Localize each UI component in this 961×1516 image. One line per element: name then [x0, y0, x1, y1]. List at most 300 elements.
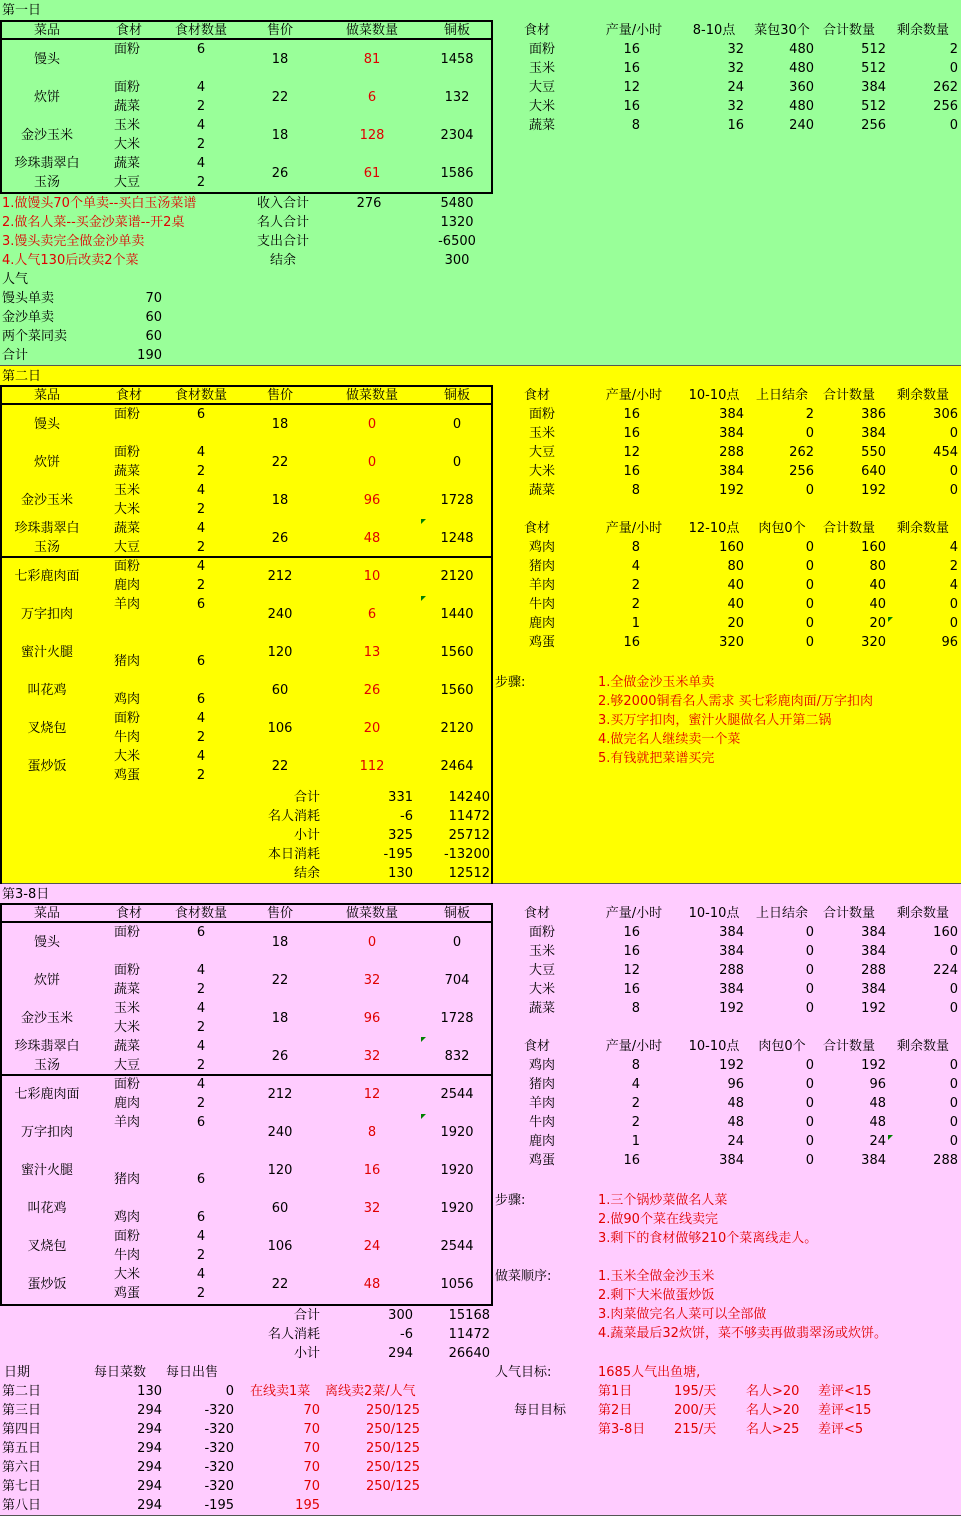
dish-price: 120 — [267, 645, 293, 660]
summary-coin: 11472 — [448, 1327, 490, 1342]
offline-ratio: 250/125 — [365, 1460, 420, 1475]
stock-value: 384 — [719, 925, 744, 940]
dish-count: 81 — [363, 52, 381, 67]
comment-marker-icon — [888, 617, 893, 622]
dish-table-border — [0, 903, 493, 1306]
offline-ratio: 250/125 — [365, 1422, 420, 1437]
dish-price: 22 — [271, 455, 289, 470]
dish-name: 叉烧包 — [27, 1239, 67, 1254]
stock-value: 96 — [869, 1077, 886, 1092]
dish-name: 炊饼 — [33, 455, 60, 470]
stock-value: 0 — [805, 540, 814, 555]
stock-value: 8 — [631, 483, 640, 498]
summary-count: 300 — [388, 1308, 413, 1323]
ingredient-name: 蔬菜 — [113, 464, 140, 479]
stock-header-4: 合计数量 — [822, 906, 875, 921]
stock-value: 224 — [933, 963, 958, 978]
summary-label: 小计 — [293, 1346, 320, 1361]
ingredient-qty: 4 — [196, 156, 206, 171]
stock-value: 288 — [933, 1153, 958, 1168]
ingredient-qty: 2 — [196, 578, 206, 593]
section-title: 第二日 — [2, 369, 42, 384]
strategy-step: 1.三个锅炒菜做名人菜 — [598, 1193, 728, 1208]
dish-price: 212 — [267, 569, 293, 584]
stock-value: 32 — [727, 61, 744, 76]
daily-count: 294 — [137, 1422, 162, 1437]
dish-count: 32 — [363, 1201, 381, 1216]
dish-header-4: 做菜数量 — [345, 23, 398, 38]
stock-value: 262 — [789, 445, 814, 460]
dish-count: 10 — [363, 569, 381, 584]
stock-value: 16 — [623, 1153, 640, 1168]
stock-value: 384 — [719, 1153, 744, 1168]
dish-price: 22 — [271, 759, 289, 774]
strategy-note: 1.做馒头70个单卖--买白玉汤菜谱 — [2, 196, 197, 211]
stock-value: 384 — [719, 464, 744, 479]
ingredient-name: 牛肉 — [113, 1248, 140, 1263]
dish-name: 珍珠翡翠白 — [14, 156, 80, 171]
ingredient-qty: 4 — [196, 963, 206, 978]
goal-bad-review: 差评<15 — [818, 1384, 872, 1399]
stock-value: 240 — [789, 118, 814, 133]
stock-ingredient: 大豆 — [529, 963, 556, 978]
summary-coin: -6500 — [438, 234, 476, 249]
section-title: 第一日 — [2, 3, 42, 18]
stock-header-0: 食材 — [524, 388, 551, 403]
stock-value: 192 — [719, 1058, 744, 1073]
goal-celebrity: 名人>20 — [746, 1403, 800, 1418]
popularity-label: 两个菜同卖 — [2, 329, 68, 344]
goal-celebrity: 名人>20 — [746, 1384, 800, 1399]
ingredient-name: 鸡蛋 — [113, 768, 140, 783]
stock-value: 512 — [861, 99, 886, 114]
stock-header-2: 12-10点 — [688, 521, 740, 536]
stock-value: 16 — [623, 944, 640, 959]
daily-sale: 0 — [225, 1384, 234, 1399]
stock-header-4: 合计数量 — [822, 388, 875, 403]
stock-value: 0 — [805, 982, 814, 997]
ingredient-qty: 4 — [196, 80, 206, 95]
ingredient-name: 大米 — [113, 749, 140, 764]
ingredient-qty: 4 — [196, 749, 206, 764]
summary-label: 名人合计 — [256, 215, 309, 230]
stock-ingredient: 大米 — [529, 464, 556, 479]
daily-header-count: 每日菜数 — [94, 1365, 147, 1380]
dish-price: 26 — [271, 166, 289, 181]
summary-label: 本日消耗 — [267, 847, 320, 862]
stock-value: 0 — [805, 1115, 814, 1130]
dish-name: 金沙玉米 — [20, 128, 73, 143]
stock-value: 0 — [805, 944, 814, 959]
stock-value: 0 — [949, 944, 958, 959]
stock-value: 24 — [727, 80, 744, 95]
stock-value: 2 — [805, 407, 814, 422]
dish-header-3: 售价 — [266, 906, 293, 921]
stock-value: 0 — [805, 963, 814, 978]
dish-name: 七彩鹿肉面 — [14, 569, 80, 584]
daily-sale: -320 — [204, 1422, 234, 1437]
stock-header-1: 产量/小时 — [605, 23, 663, 38]
stock-value: 0 — [949, 61, 958, 76]
stock-value: 0 — [949, 426, 958, 441]
day1-section — [0, 0, 961, 366]
ingredient-name: 鸡蛋 — [113, 1286, 140, 1301]
stock-value: 12 — [623, 80, 640, 95]
dish-name: 蜜汁火腿 — [20, 1163, 73, 1178]
stock-value: 40 — [869, 597, 886, 612]
ingredient-name: 面粉 — [113, 925, 140, 940]
stock-ingredient: 蔬菜 — [529, 483, 556, 498]
dish-price: 106 — [267, 721, 293, 736]
stock-value: 0 — [949, 616, 958, 631]
stock-value: 2 — [631, 578, 640, 593]
stock-value: 0 — [805, 925, 814, 940]
ingredient-qty: 4 — [196, 118, 206, 133]
summary-count: 325 — [388, 828, 413, 843]
dish-name: 炊饼 — [33, 90, 60, 105]
daily-count: 294 — [137, 1479, 162, 1494]
stock-header-4: 合计数量 — [822, 23, 875, 38]
summary-label: 结余 — [293, 866, 320, 881]
daily-date: 第二日 — [2, 1384, 42, 1399]
popularity-label: 合计 — [2, 348, 29, 363]
popularity-value: 60 — [145, 310, 162, 325]
dish-header-divider — [0, 921, 493, 923]
stock-header-3: 菜包30个 — [754, 23, 810, 38]
stock-value: 256 — [861, 118, 886, 133]
dish-count: 6 — [367, 607, 377, 622]
stock-value: 0 — [805, 635, 814, 650]
summary-coin: 1320 — [440, 215, 474, 230]
strategy-step: 2.够2000铜看名人需求 买七彩鹿肉面/万字扣肉 — [598, 694, 873, 709]
dish-name: 馒头 — [33, 52, 60, 67]
comment-marker-icon — [888, 1135, 893, 1140]
stock-value: 16 — [623, 61, 640, 76]
dish-price: 60 — [271, 1201, 289, 1216]
stock-value: 8 — [631, 1001, 640, 1016]
dish-header-1: 食材 — [115, 388, 142, 403]
ingredient-qty: 2 — [196, 1058, 206, 1073]
stock-value: 0 — [949, 982, 958, 997]
summary-coin: -13200 — [443, 847, 490, 862]
ingredient-qty: 2 — [196, 137, 206, 152]
stock-header-3: 肉包0个 — [758, 1039, 806, 1054]
ingredient-qty: 2 — [196, 175, 206, 190]
dish-count: 48 — [363, 531, 381, 546]
comment-marker-icon — [421, 596, 426, 601]
ingredient-name: 鹿肉 — [113, 578, 140, 593]
dish-name: 叉烧包 — [27, 721, 67, 736]
stock-value: 40 — [727, 597, 744, 612]
stock-ingredient: 鸡肉 — [529, 1058, 556, 1073]
dish-coin: 1440 — [440, 607, 474, 622]
offline-ratio: 250/125 — [365, 1479, 420, 1494]
ingredient-qty: 4 — [196, 1077, 206, 1092]
stock-header-3: 上日结余 — [755, 388, 808, 403]
daily-count: 294 — [137, 1441, 162, 1456]
stock-value: 0 — [949, 1077, 958, 1092]
ingredient-qty: 6 — [196, 1210, 206, 1225]
daily-date: 第三日 — [2, 1403, 42, 1418]
stock-ingredient: 面粉 — [529, 407, 556, 422]
ingredient-name: 羊肉 — [113, 597, 140, 612]
stock-value: 320 — [861, 635, 886, 650]
stock-value: 2 — [631, 1096, 640, 1111]
comment-marker-icon — [421, 1037, 426, 1042]
summary-count: -6 — [400, 1327, 413, 1342]
dish-coin: 2544 — [440, 1239, 474, 1254]
dish-count: 0 — [367, 935, 377, 950]
stock-header-4: 合计数量 — [822, 521, 875, 536]
dish-header-3: 售价 — [266, 388, 293, 403]
stock-value: 160 — [719, 540, 744, 555]
dish-coin: 832 — [444, 1049, 470, 1064]
goal-bad-review: 差评<15 — [818, 1403, 872, 1418]
stock-header-2: 10-10点 — [688, 1039, 740, 1054]
ingredient-name: 猪肉 — [113, 1172, 140, 1187]
stock-value: 16 — [623, 407, 640, 422]
stock-header-5: 剩余数量 — [896, 1039, 949, 1054]
stock-value: 288 — [719, 445, 744, 460]
goal-heading: 1685人气出鱼塘, — [598, 1365, 701, 1380]
daily-sale: -195 — [204, 1498, 234, 1513]
stock-value: 0 — [949, 483, 958, 498]
daily-date: 第五日 — [2, 1441, 42, 1456]
ingredient-name: 面粉 — [113, 711, 140, 726]
online-count: 70 — [303, 1479, 320, 1494]
daily-date: 第八日 — [2, 1498, 42, 1513]
stock-ingredient: 鸡蛋 — [529, 1153, 556, 1168]
summary-count: 294 — [388, 1346, 413, 1361]
stock-value: 40 — [727, 578, 744, 593]
stock-value: 80 — [727, 559, 744, 574]
dish-name: 蛋炒饭 — [27, 759, 67, 774]
dish-name: 炊饼 — [33, 973, 60, 988]
dish-header-5: 铜板 — [443, 906, 470, 921]
ingredient-qty: 2 — [196, 540, 206, 555]
ingredient-name: 大米 — [113, 137, 140, 152]
stock-value: 512 — [861, 42, 886, 57]
summary-coin: 15168 — [448, 1308, 490, 1323]
stock-value: 24 — [727, 1134, 744, 1149]
stock-value: 24 — [869, 1134, 886, 1149]
dish-header-2: 食材数量 — [174, 23, 227, 38]
dish-header-2: 食材数量 — [174, 388, 227, 403]
stock-value: 2 — [631, 1115, 640, 1130]
stock-ingredient: 羊肉 — [529, 1096, 556, 1111]
stock-value: 0 — [805, 559, 814, 574]
stock-header-5: 剩余数量 — [896, 906, 949, 921]
stock-ingredient: 玉米 — [529, 426, 556, 441]
stock-value: 48 — [727, 1096, 744, 1111]
stock-ingredient: 大豆 — [529, 80, 556, 95]
daily-count: 294 — [137, 1460, 162, 1475]
stock-header-2: 8-10点 — [692, 23, 736, 38]
dish-header-divider — [0, 38, 493, 40]
daily-date: 第七日 — [2, 1479, 42, 1494]
popularity-value: 60 — [145, 329, 162, 344]
popularity-title: 人气 — [2, 272, 29, 287]
stock-ingredient: 牛肉 — [529, 1115, 556, 1130]
ingredient-name: 玉米 — [113, 483, 140, 498]
stock-value: 0 — [949, 1115, 958, 1130]
stock-header-2: 10-10点 — [688, 906, 740, 921]
stock-value: 48 — [869, 1096, 886, 1111]
daily-goal-label: 每日目标 — [514, 1403, 567, 1418]
goal-bad-review: 差评<5 — [818, 1422, 864, 1437]
stock-ingredient: 大豆 — [529, 445, 556, 460]
stock-value: 4 — [949, 578, 958, 593]
stock-value: 2 — [949, 42, 958, 57]
summary-coin: 26640 — [448, 1346, 490, 1361]
summary-count: 276 — [356, 196, 382, 211]
stock-value: 0 — [805, 597, 814, 612]
ingredient-name: 羊肉 — [113, 1115, 140, 1130]
stock-ingredient: 大米 — [529, 982, 556, 997]
stock-value: 12 — [623, 445, 640, 460]
summary-count: -195 — [383, 847, 413, 862]
summary-coin: 300 — [444, 253, 470, 268]
stock-value: 480 — [789, 99, 814, 114]
dish-header-2: 食材数量 — [174, 906, 227, 921]
dish-count: 96 — [363, 493, 381, 508]
dish-count: 12 — [363, 1087, 381, 1102]
cooking-order-step: 1.玉米全做金沙玉米 — [598, 1269, 715, 1284]
dish-price: 240 — [267, 607, 293, 622]
stock-value: 1 — [631, 616, 640, 631]
stock-header-5: 剩余数量 — [896, 388, 949, 403]
dish-header-5: 铜板 — [443, 23, 470, 38]
daily-header-sale: 每日出售 — [166, 1365, 219, 1380]
dish-price: 106 — [267, 1239, 293, 1254]
goal-label: 人气目标: — [495, 1365, 552, 1380]
ingredient-qty: 4 — [196, 711, 206, 726]
ingredient-name: 牛肉 — [113, 730, 140, 745]
dish-header-3: 售价 — [266, 23, 293, 38]
stock-value: 384 — [719, 944, 744, 959]
ingredient-qty: 2 — [196, 730, 206, 745]
dish-header-1: 食材 — [115, 906, 142, 921]
stock-value: 20 — [727, 616, 744, 631]
ingredient-name: 鸡肉 — [113, 692, 140, 707]
stock-value: 384 — [861, 1153, 886, 1168]
dish-price: 240 — [267, 1125, 293, 1140]
stock-value: 0 — [949, 1096, 958, 1111]
ingredient-qty: 4 — [196, 1267, 206, 1282]
stock-ingredient: 鸡肉 — [529, 540, 556, 555]
dish-coin: 1920 — [440, 1125, 474, 1140]
stock-value: 16 — [623, 982, 640, 997]
dish-count: 16 — [363, 1163, 381, 1178]
stock-value: 384 — [861, 426, 886, 441]
ingredient-name: 蔬菜 — [113, 982, 140, 997]
offline-ratio: 250/125 — [365, 1441, 420, 1456]
strategy-step: 5.有钱就把菜谱买完 — [598, 751, 715, 766]
ingredient-qty: 6 — [196, 925, 206, 940]
dish-count: 24 — [363, 1239, 381, 1254]
stock-value: 0 — [805, 1134, 814, 1149]
summary-count: 331 — [388, 790, 413, 805]
stock-value: 192 — [719, 1001, 744, 1016]
stock-ingredient: 羊肉 — [529, 578, 556, 593]
ingredient-name: 玉米 — [113, 118, 140, 133]
dish-count: 32 — [363, 1049, 381, 1064]
dish-count: 20 — [363, 721, 381, 736]
ingredient-name: 蔬菜 — [113, 1039, 140, 1054]
daily-sale: -320 — [204, 1479, 234, 1494]
summary-count: -6 — [400, 809, 413, 824]
steps-label: 步骤: — [495, 1193, 526, 1208]
stock-value: 16 — [623, 925, 640, 940]
ingredient-name: 面粉 — [113, 407, 140, 422]
stock-ingredient: 面粉 — [529, 42, 556, 57]
summary-coin: 5480 — [440, 196, 474, 211]
stock-value: 384 — [719, 982, 744, 997]
stock-ingredient: 猪肉 — [529, 1077, 556, 1092]
dish-name: 金沙玉米 — [20, 493, 73, 508]
stock-value: 384 — [719, 407, 744, 422]
dish-header-0: 菜品 — [33, 23, 60, 38]
popularity-label: 金沙单卖 — [2, 310, 55, 325]
ingredient-qty: 4 — [196, 445, 206, 460]
stock-value: 384 — [861, 982, 886, 997]
ingredient-qty: 6 — [196, 1115, 206, 1130]
goal-popularity: 200/天 — [674, 1403, 717, 1418]
dish-price: 212 — [267, 1087, 293, 1102]
goal-popularity: 215/天 — [674, 1422, 717, 1437]
stock-value: 4 — [631, 559, 640, 574]
dish-price: 18 — [271, 1011, 289, 1026]
dish-count: 112 — [359, 759, 385, 774]
strategy-step: 1.全做金沙玉米单卖 — [598, 675, 715, 690]
stock-value: 0 — [949, 118, 958, 133]
summary-coin: 12512 — [448, 866, 490, 881]
online-count: 70 — [303, 1422, 320, 1437]
dish-header-1: 食材 — [115, 23, 142, 38]
stock-value: 0 — [805, 1096, 814, 1111]
goal-day: 第2日 — [598, 1403, 633, 1418]
ingredient-name: 鸡肉 — [113, 1210, 140, 1225]
dish-price: 18 — [271, 128, 289, 143]
stock-value: 0 — [805, 1001, 814, 1016]
stock-value: 550 — [861, 445, 886, 460]
daily-sale: -320 — [204, 1441, 234, 1456]
summary-label: 名人消耗 — [267, 1327, 320, 1342]
stock-value: 0 — [949, 597, 958, 612]
ingredient-qty: 2 — [196, 768, 206, 783]
stock-value: 454 — [933, 445, 958, 460]
day2-section — [0, 366, 961, 884]
stock-ingredient: 蔬菜 — [529, 118, 556, 133]
stock-value: 288 — [719, 963, 744, 978]
stock-value: 0 — [949, 1058, 958, 1073]
stock-value: 384 — [861, 80, 886, 95]
dish-count: 0 — [367, 455, 377, 470]
summary-label: 小计 — [293, 828, 320, 843]
dish-name: 珍珠翡翠白 — [14, 521, 80, 536]
cooking-order-step: 2.剩下大米做蛋炒饭 — [598, 1288, 715, 1303]
stock-value: 384 — [719, 426, 744, 441]
popularity-value: 190 — [137, 348, 162, 363]
daily-sale: -320 — [204, 1460, 234, 1475]
dish-price: 18 — [271, 52, 289, 67]
ingredient-qty: 4 — [196, 483, 206, 498]
strategy-step: 2.做90个菜在线卖完 — [598, 1212, 718, 1227]
stock-value: 1 — [631, 1134, 640, 1149]
popularity-label: 馒头单卖 — [2, 291, 55, 306]
stock-value: 512 — [861, 61, 886, 76]
ingredient-qty: 6 — [196, 1172, 206, 1187]
